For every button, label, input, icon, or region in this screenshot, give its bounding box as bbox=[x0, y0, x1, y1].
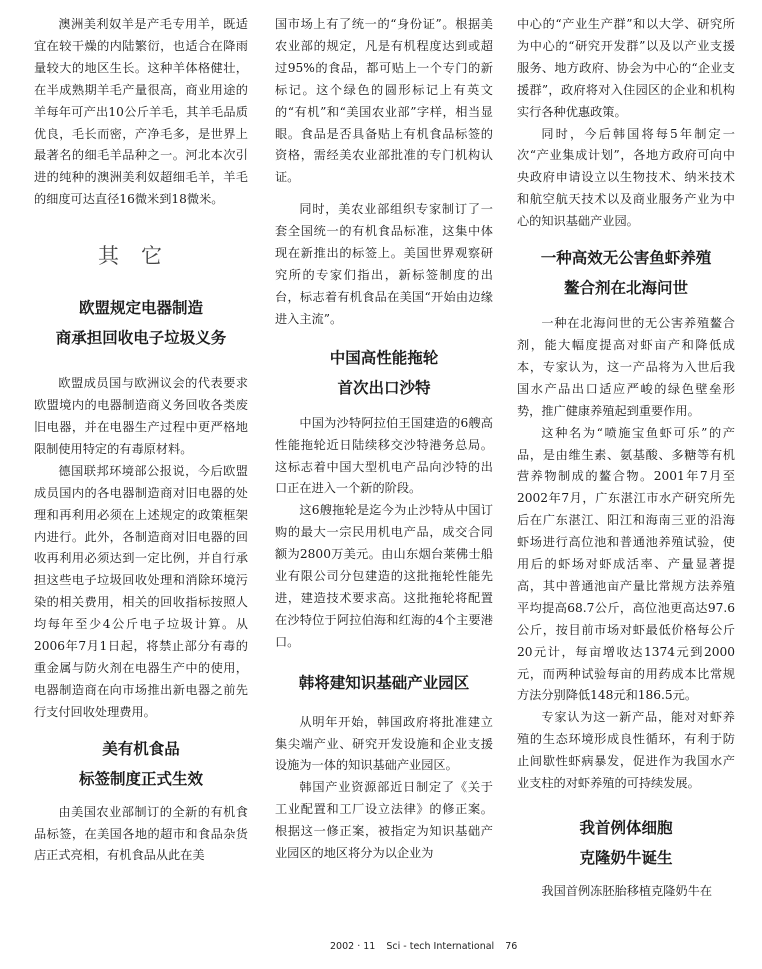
article-title-line: 中国高性能拖轮 bbox=[329, 348, 439, 367]
journal-name: Sci - tech International bbox=[386, 941, 495, 952]
article-paragraph: 我国首例冻胚胎移植克隆奶牛在 bbox=[541, 884, 713, 898]
article-paragraph: 德国联邦环境部公报说，今后欧盟成员国内的各电器制造商对旧电器的处理和再利用必须在上述规定的政策框架内进行。此外，各制造商对旧电器的回收再利用必须达到一定比例，并自行承担这些电子垃圾回收处理和消除环境污染的相关费用，相关的回收指标按照人均每年至少4公斤电子垃圾计算。从2006年7月1日起，将禁止部分有毒的重金属与防火剂在电器生产中的使用，电器制造商在向市场推出新电器之前先行支付回收处理费用。 bbox=[34, 463, 248, 719]
article-paragraph: 这6艘拖轮是迄今为止沙特从中国订购的最大一宗民用机电产品，成交合同额为2800万美元。由山东烟台莱佛士船业有限公司分包建造的这批拖轮性能先进，建造技术要求高。这批拖轮将配置在沙特位于阿拉伯海和红海的4个主要港口。 bbox=[275, 503, 493, 649]
article-title-line: 首次出口沙特 bbox=[337, 378, 431, 397]
article-paragraph: 专家认为这一新产品，能对对虾养殖的生态环境形成良性循环，有利于防止间歇性虾病暴发，促进作为我国水产业支柱的对虾养殖的可持续发展。 bbox=[517, 710, 735, 791]
article-title bbox=[34, 293, 248, 353]
article-paragraph: 由美国农业部制订的全新的有机食品标签，在美国各地的超市和食品杂货店正式亮相，有机食品从此在美 bbox=[34, 804, 248, 863]
article-paragraph: 这种名为“喷施宝鱼虾可乐”的产品，是由维生素、氨基酸、多糖等有机营养物制成的鳌合物。2001年7月至2002年7月，广东湛江市水产研究所先后在广东湛江、阳江和海南三亚的沿海虾场进行高位池和普通池养殖试验，使用后的虾场对虾成活率、产量显著提高，其中普通池亩产量比常规方法养殖平均提高68.7公斤，高位池更高达97.6公斤，按目前市场对虾最低价格每公斤20元计，每亩增收达1374元到2000元，而两种试验每亩的用药成本比常规方法分别降低148元和186.5元。 bbox=[517, 425, 735, 703]
issue-date: 2002 · 11 bbox=[330, 941, 376, 952]
page-footer bbox=[330, 941, 517, 952]
page-number: 76 bbox=[505, 941, 518, 952]
article-title-line: 一种高效无公害鱼虾养殖 bbox=[540, 249, 712, 268]
article-title-line: 标签制度正式生效 bbox=[78, 769, 203, 788]
article-title bbox=[34, 734, 248, 794]
article-title-line: 我首例体细胞 bbox=[579, 819, 673, 837]
article-title-line: 商承担回收电子垃圾义务 bbox=[55, 329, 227, 348]
article-paragraph: 中心的“产业生产群”和以大学、研究所为中心的“研究开发群”以及以产业支援服务、地方政府、协会为中心的“企业支援群”，政府将对入住园区的企业和机构实行各种优惠政策。 bbox=[517, 17, 735, 119]
section-title: 其它 bbox=[98, 244, 184, 269]
article-paragraph: 欧盟成员国与欧洲议会的代表要求欧盟境内的电器制造商义务回收各类废旧电器，并在电器生产过程中更严格地限制使用特定的有毒原材料。 bbox=[34, 376, 248, 456]
article-paragraph: 韩国产业资源部近日制定了《关于工业配置和工厂设立法律》的修正案。根据这一修正案，被指定为知识基础产业园区的地区将分为以企业为 bbox=[275, 780, 493, 861]
article-paragraph: 一种在北海问世的无公害养殖鳌合剂，能大幅度提高对虾亩产和降低成本，专家认为，这一产品将为入世后我国水产品出口适应严峻的绿色壁垒形势，推广健康养殖起到重要作用。 bbox=[517, 316, 735, 418]
column-2 bbox=[275, 14, 493, 865]
column-3 bbox=[517, 14, 735, 903]
article-paragraph: 同时，今后韩国将每5年制定一次“产业集成计划”，各地方政府可向中央政府申请设立以生物技术、纳米技术和航空航天技术以及商业服务产业为中心的知识基础产业园。 bbox=[517, 126, 735, 229]
article-title bbox=[275, 343, 493, 403]
article-title-line: 鳌合剂在北海问世 bbox=[563, 279, 688, 298]
article-title-line: 美有机食品 bbox=[102, 739, 180, 758]
article-paragraph: 国市场上有了统一的“身份证”。根据美农业部的规定，凡是有机程度达到或超过95%的食品，都可贴上一个专门的新标记。这个绿色的圆形标记上有英文的“有机”和“美国农业部”字样，相当显眼。食品是否具备贴上有机食品标签的资格，需经美农业部批准的专门机构认证。 bbox=[275, 17, 493, 185]
article-paragraph: 澳洲美利奴羊是产毛专用羊，既适宜在较干燥的内陆繁衍，也适合在降雨量较大的地区生长。这种羊体格健壮，在半成熟期羊毛产量很高，商业用途的羊每年可产出10公斤羊毛，其羊毛品质优良，毛长而密，产净毛多，是世界上最著名的细毛羊品种之一。河北本次引进的纯种的澳洲美利奴超细毛羊，羊毛的细度可达直径16微米到18微米。 bbox=[34, 17, 248, 207]
article-title bbox=[517, 813, 735, 873]
article-title-line: 欧盟规定电器制造 bbox=[78, 299, 203, 318]
article-paragraph: 从明年开始，韩国政府将批准建立集尖端产业、研究开发设施和企业支援设施为一体的知识基础产业园区。 bbox=[275, 714, 493, 773]
article-paragraph: 中国为沙特阿拉伯王国建造的6艘高性能拖轮近日陆续移交沙特港务总局。这标志着中国大型机电产品向沙特的出口正在进入一个新的阶段。 bbox=[275, 415, 493, 496]
article-title bbox=[275, 668, 493, 698]
article-title bbox=[517, 243, 735, 303]
column-1 bbox=[34, 14, 248, 867]
article-title-line: 韩将建知识基础产业园区 bbox=[298, 673, 470, 692]
article-title-line: 克隆奶牛诞生 bbox=[579, 849, 673, 867]
article-paragraph: 同时，美农业部组织专家制订了一套全国统一的有机食品标准，这集中体现在新推出的标签上。美国世界观察研究所的专家们指出，新标签制度的出台，标志着有机食品在美国“开始由边缘进入主流”。 bbox=[275, 202, 493, 326]
